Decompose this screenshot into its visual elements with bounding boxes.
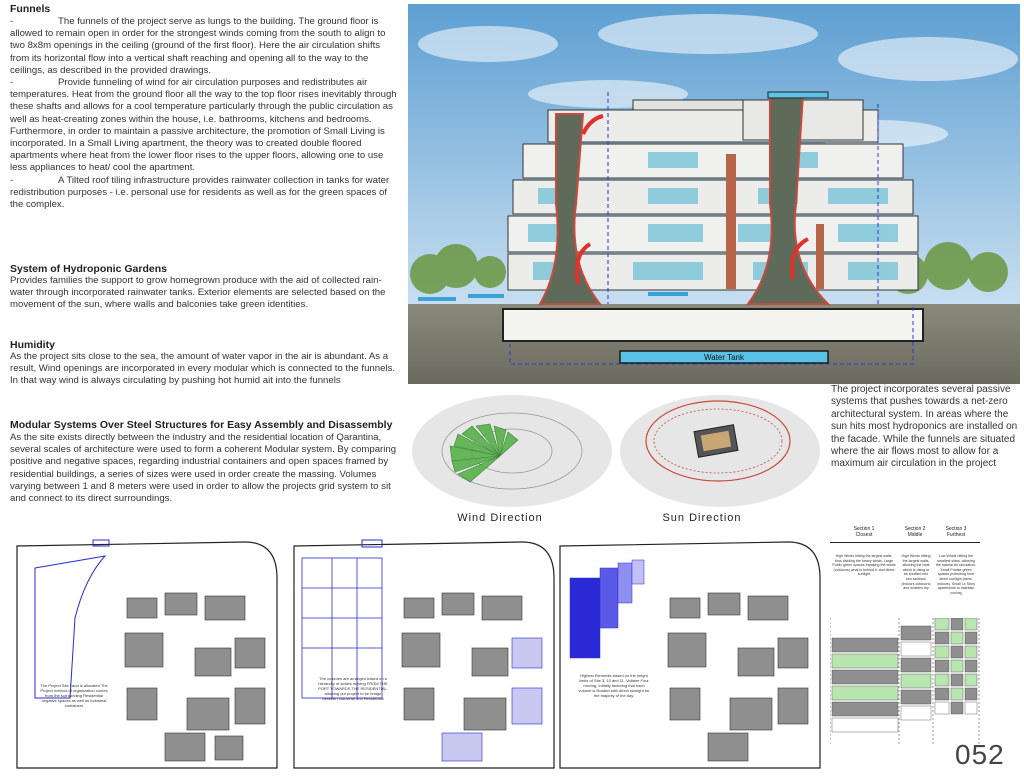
- funnels-title: Funnels: [10, 3, 51, 15]
- hydroponic-text: Provides families the support to grow homegrown produce with the aid of collected rain-water through incorporated rainwater tanks. Exterior elements are selected based on the movement of the sun, where walls and balconies take green identities.: [10, 275, 386, 311]
- site-plan-3: [558, 538, 822, 770]
- section-3-sub: Furthest: [946, 532, 966, 538]
- funnels-paragraph-2: [10, 77, 398, 175]
- section-1-title: Section 1: [853, 526, 875, 532]
- funnels-p1: The funnels of the project serve as lungs to the building. The ground floor is allowed to remain open in order for the strongest winds coming from the south to align to two 8x8m openings in the ceiling (ground of the first floor). Here the air circulation shifts from its horizontal flow into a vertical shaft reaching and opening all to the way to the ceilings, as described in the provided drawings.: [10, 16, 386, 76]
- section-1-sub: Closest: [855, 532, 873, 538]
- funnels-text: [10, 16, 398, 211]
- modular-text: As the site exists directly between the industry and the residential location of Qarantina, several scales of architecture were used to form a coherent Modular system. By comparing positive and negative spaces, regarding industrial containers and open spaces framed by residential buildings, a series of sizes were used in order create the massing. Volumes varying between 1 and 8 meters were used in order to allow the projects grid system to sit and connect to its direct surroundings.: [10, 432, 397, 505]
- modular-title: Modular Systems Over Steel Structures for Easy Assembly and Disassembly: [10, 419, 393, 431]
- site-plan-1: [15, 538, 279, 770]
- bullet: -: [10, 16, 14, 27]
- bullet: -: [10, 77, 14, 89]
- section-3-title: Section 3: [945, 526, 967, 532]
- section-2-sub: Middle: [907, 532, 923, 538]
- funnels-p2: Provide funneling of wind for air circulation purposes and redistributes air temperatures. Heat from the ground floor all the way to the top floor rises inevitably through these shafts and allows for a cool temperature particularly through the public circulation as well as heat-creating zones within the house, i.e. bathrooms, kitchens and bedrooms. Furthermore, in order to maintain a passive architecture, the promotion of Small Living is incorporated. In a Small Living apartment, the theory was to created double floored apartments where heat from the lower floor rises to the upper floors, allowing one to use less appliances to heat/ cool the apartment.: [10, 77, 397, 174]
- sun-direction-caption: Sun Direction: [662, 512, 742, 524]
- section-1-note: High Winds hitting the largest walls, thus dividing the heavy winds. Large Public green spaces breaking the winds (outdoors) what is behind it, and direct sunlight: [832, 554, 896, 577]
- site-note-3: Highest Elements based on the height limits of Site 3, 10 and 11. Voltaire Four moving, Initially factoring that each volume is flooded with direct sunlight for the majority of the day.: [578, 673, 650, 698]
- funnels-paragraph-1: [10, 16, 398, 77]
- wind-direction-diagram: [410, 386, 615, 512]
- page-number: 052: [955, 739, 1005, 770]
- site-note-1: The Project Site Land is allocated The Project method of organization comes from the surrounding Residential negative spaces as well as industrial containers: [40, 683, 108, 708]
- basement: [503, 309, 923, 341]
- funnels-p3: A Tilted roof tiling infrastructure provides rainwater collection in tanks for water redistribution purposes - i.e. personal use for residents as well as for the green spaces of the complex.: [10, 174, 390, 211]
- humidity-text: As the project sits close to the sea, the amount of water vapor in the air is abundant. As a result, Wind openings are incorporated in every modular which is connected to the funnels. In that way wind is always circulating by pushing hot humid ait into the funnels: [10, 351, 396, 387]
- hydroponic-title: System of Hydroponic Gardens: [10, 263, 167, 275]
- section-3-note: Low Winds hitting the smallest sides, allowing the natural air circulation. Small Private green spaces protecting from direct sunlight (semi-indoors). Small 1x Story apartments to maintain cooling: [935, 554, 977, 595]
- section-2-note: High Winds hitting the largest walls, allowing the heat which is rising to be shuttled into two sections (indoors outdoors) and enables top: [901, 554, 931, 591]
- funnels-paragraph-3: [10, 175, 398, 212]
- passive-systems-text: The project incorporates several passive systems that pushes towards a net-zero architectural system. In areas where the sun hits most hydroponics are installed on the facade. While the funnels are situated where the air flows most to allow for a maximum air circulation in the project: [831, 384, 1018, 470]
- header-rule: [830, 542, 980, 543]
- water-tank-label: Water Tank: [703, 353, 745, 362]
- section-2-header: [900, 526, 930, 538]
- humidity-title: Humidity: [10, 339, 55, 351]
- sun-direction-diagram: [618, 386, 823, 512]
- bullet: -: [10, 174, 14, 186]
- sections-grid: [830, 618, 980, 746]
- wind-direction-caption: Wind Direction: [457, 512, 543, 524]
- site-plan-2: [292, 538, 556, 770]
- site-note-2: The volumes are arranged based on a hierarchy of scales moving FROM THE PORT TOWARDS THE RESIDENTIAL, allowing our project to be bridge between Industrial and Residential: [318, 676, 388, 701]
- section-3-header: [934, 526, 978, 538]
- building-section-drawing: [408, 4, 1020, 384]
- section-2-title: Section 2: [904, 526, 926, 532]
- sections-table: [830, 524, 980, 746]
- section-1-header: [830, 526, 898, 538]
